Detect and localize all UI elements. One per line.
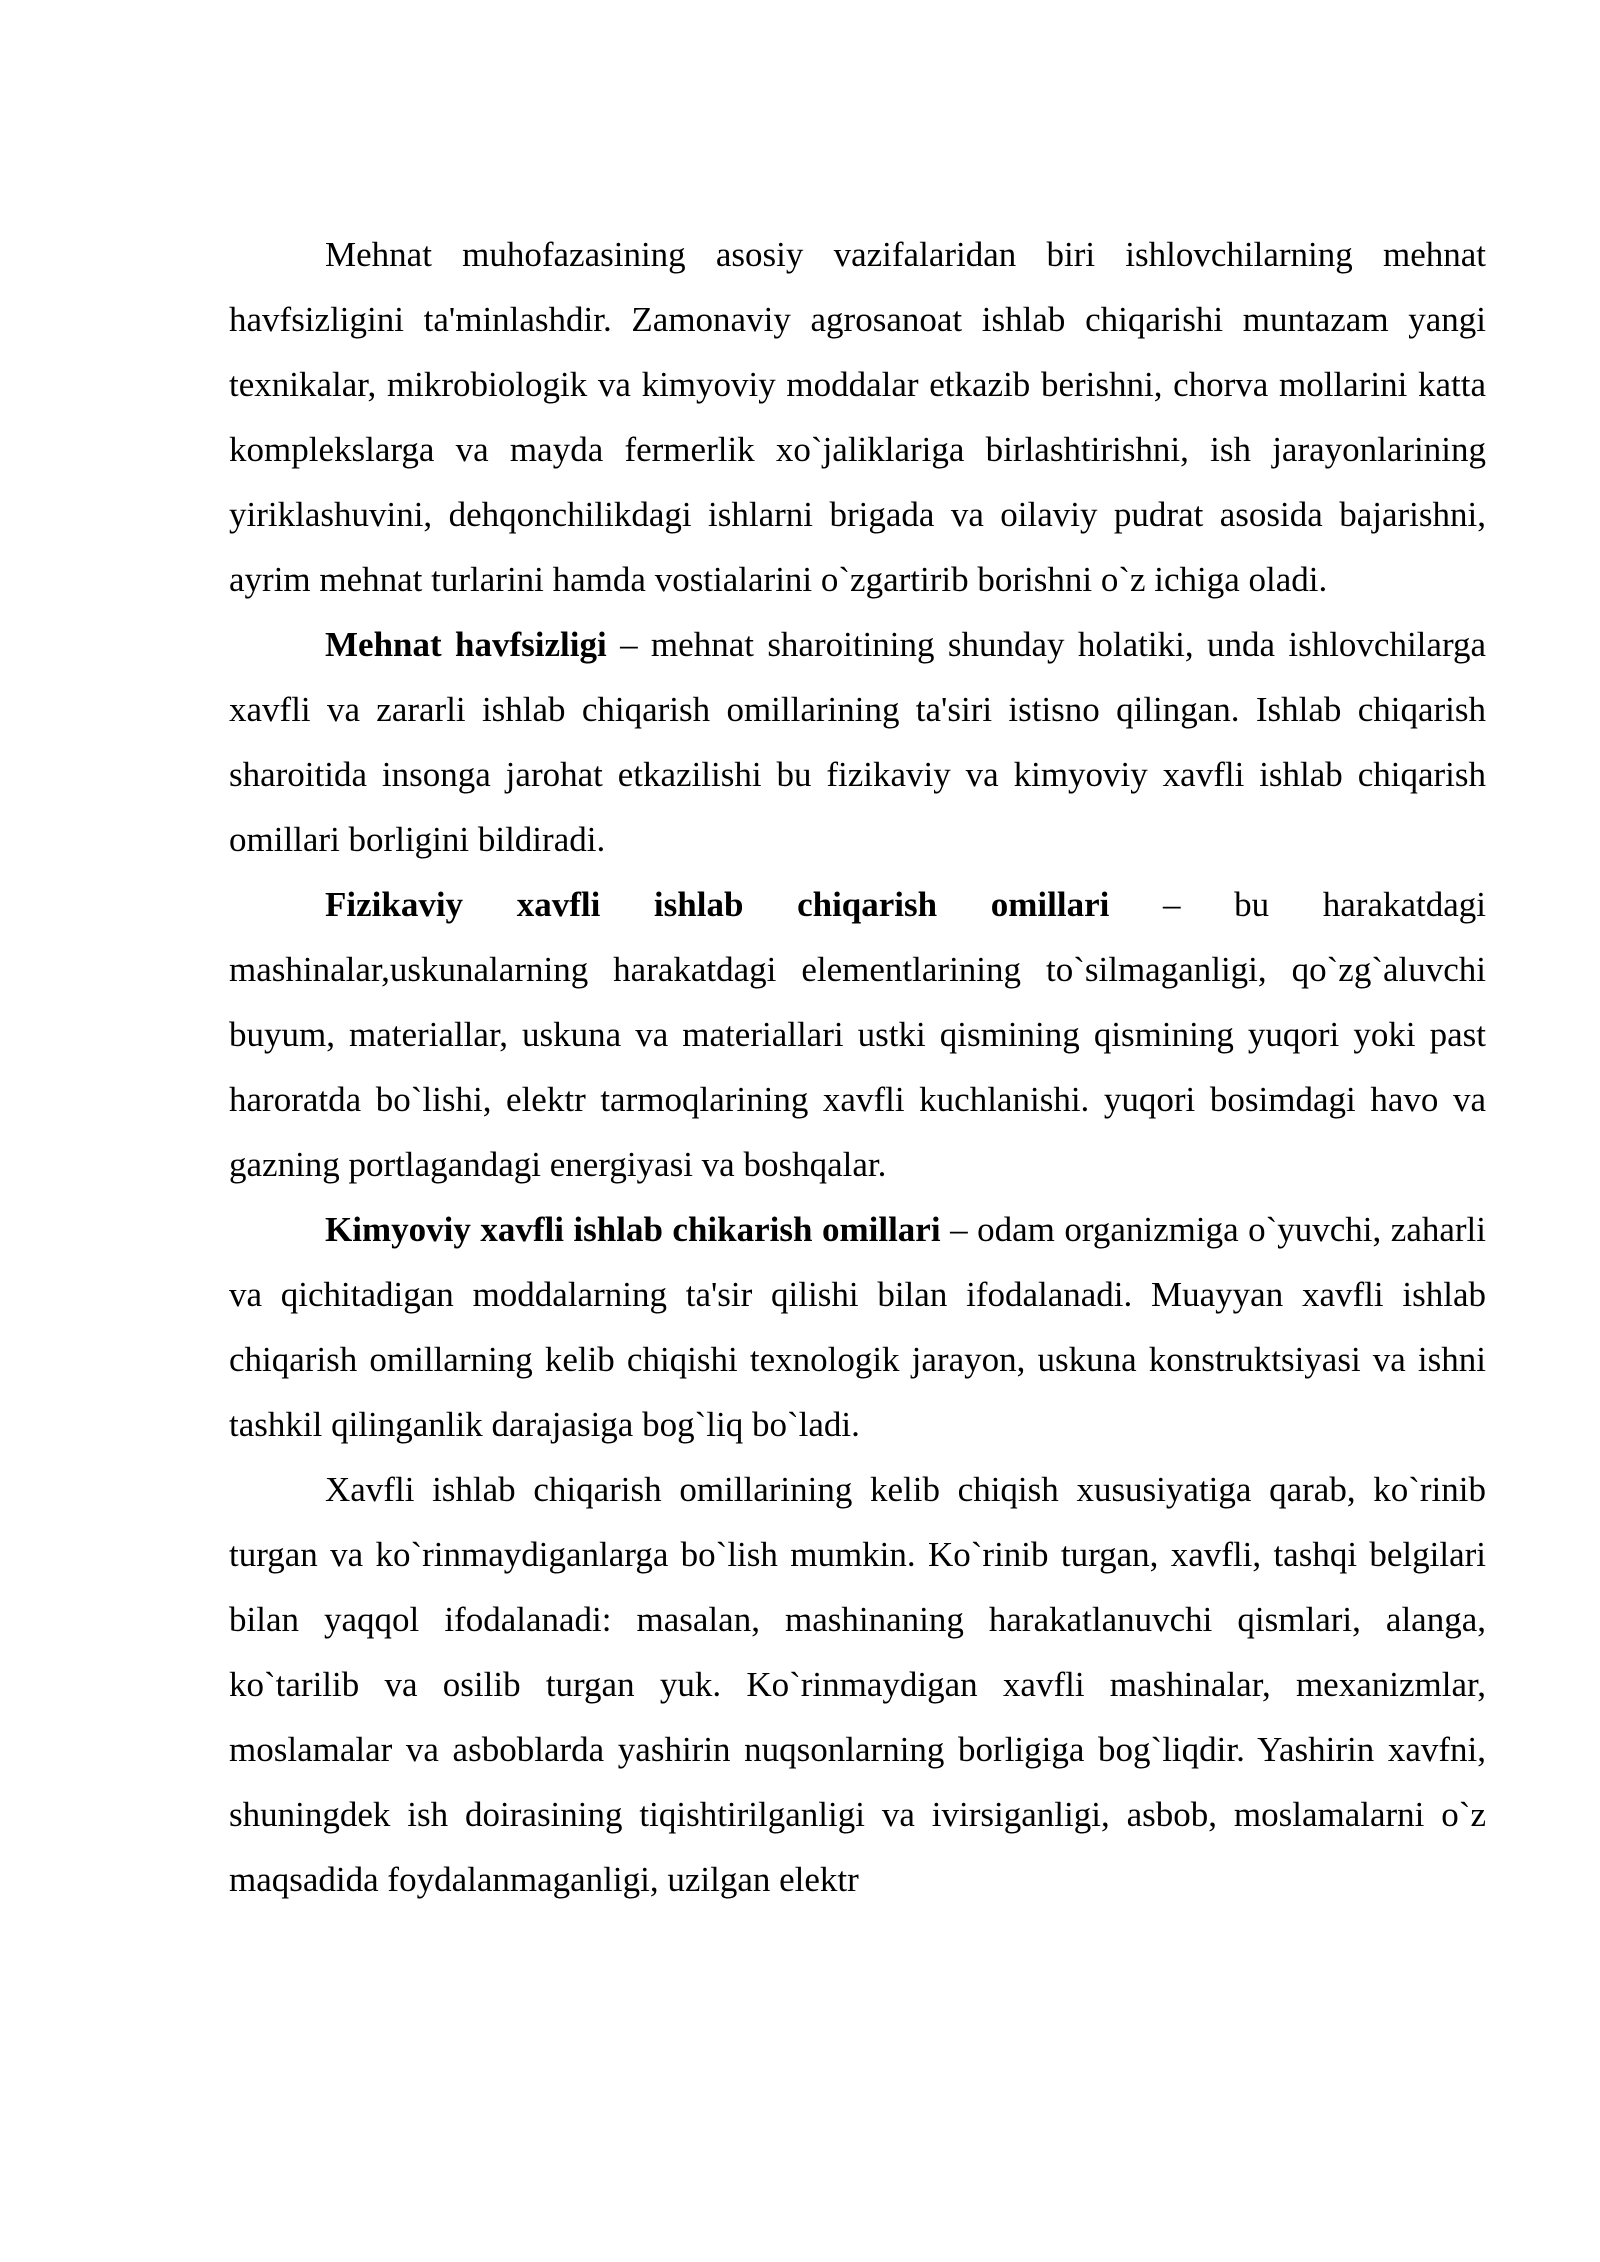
paragraph-kimyoviy-omillar xyxy=(229,1197,1486,1457)
document-page xyxy=(229,222,1486,1912)
paragraph-text: – mehnat sharoitining shunday holatiki, unda ishlovchilarga xavfli va zararli ishlab chiqarish omillarining ta'siri istisno qilingan. Ishlab chiqarish sharoitida insonga jarohat etkazilishi bu fizikaviy va kimyoviy xavfli ishlab chiqarish omillari borligini bildiradi. xyxy=(229,625,1486,859)
paragraph-mehnat-havfsizligi xyxy=(229,612,1486,872)
paragraph-text: – odam organizmiga o`yuvchi, zaharli va qichitadigan moddalarning ta'sir qilishi bilan ifodalanadi. Muayyan xavfli ishlab chiqarish omillarning kelib chiqishi texnologik jarayon, uskuna konstruktsiyasi va ishni tashkil qilinganlik darajasiga bog`liq bo`ladi. xyxy=(229,1210,1486,1444)
paragraph-xavfli-omillar xyxy=(229,1457,1486,1912)
paragraph-text: Mehnat muhofazasining asosiy vazifalaridan biri ishlovchilarning mehnat havfsizligini ta'minlashdir. Zamonaviy agrosanoat ishlab chiqarishi muntazam yangi texnikalar, mikrobiologik va kimyoviy moddalar etkazib berishni, chorva mollarini katta komplekslarga va mayda fermerlik xo`jaliklariga birlashtirishni, ish jarayonlarining yiriklashuvini, dehqonchilikdagi ishlarni brigada va oilaviy pudrat asosida bajarishni, ayrim mehnat turlarini hamda vostialarini o`zgartirib borishni o`z ichiga oladi. xyxy=(229,235,1486,599)
paragraph-fizikaviy-omillar xyxy=(229,872,1486,1197)
paragraph-term: Fizikaviy xavfli ishlab chiqarish omillari xyxy=(325,885,1110,924)
paragraph-term: Mehnat havfsizligi xyxy=(325,625,607,664)
paragraph-text: – bu harakatdagi mashinalar,uskunalarning harakatdagi elementlarining to`silmaganligi, qo`zg`aluvchi buyum, materiallar, uskuna va materiallari ustki qismining qismining yuqori yoki past haroratda bo`lishi, elektr tarmoqlarining xavfli kuchlanishi. yuqori bosimdagi havo va gazning portlagandagi energiyasi va boshqalar. xyxy=(229,885,1487,1184)
paragraph-text: Xavfli ishlab chiqarish omillarining kelib chiqish xususiyatiga qarab, ko`rinib turgan va ko`rinmaydiganlarga bo`lish mumkin. Ko`rinib turgan, xavfli, tashqi belgilari bilan yaqqol ifodalanadi: masalan, mashinaning harakatlanuvchi qismlari, alanga, ko`tarilib va osilib turgan yuk. Ko`rinmaydigan xavfli mashinalar, mexanizmlar, moslamalar va asboblarda yashirin nuqsonlarning borligiga bog`liqdir. Yashirin xavfni, shuningdek ish doirasining tiqishtirilganligi va ivirsiganligi, asbob, moslamalarni o`z maqsadida foydalanmaganligi, uzilgan elektr xyxy=(229,1470,1486,1899)
paragraph-intro xyxy=(229,222,1486,612)
paragraph-term: Kimyoviy xavfli ishlab chikarish omillari xyxy=(325,1210,941,1249)
